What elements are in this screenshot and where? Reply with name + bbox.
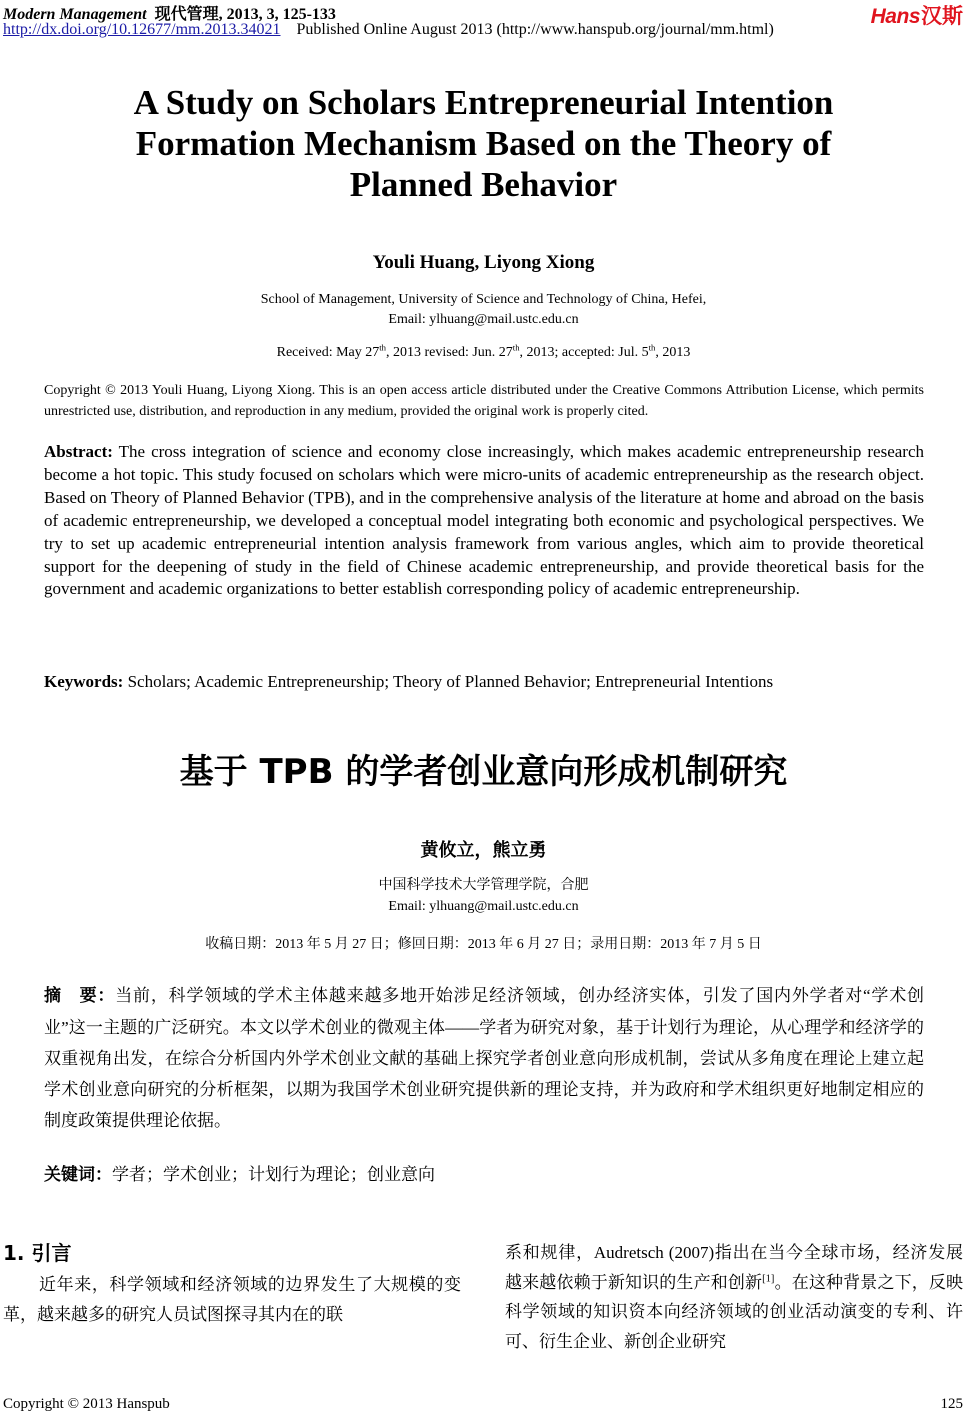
chinese-keywords-text: 学者；学术创业；计划行为理论；创业意向 <box>112 1165 435 1184</box>
keywords-text: Scholars; Academic Entrepreneurship; Theory of Planned Behavior; Entrepreneurial Intentions <box>127 672 774 691</box>
abstract-text: The cross integration of science and economy close increasingly, which makes academic entrepreneurship research become a hot topic. This study focused on scholars which were micro-units of academic entrepreneurship as the research object. Based on Theory of Planned Behavior (TPB), and in the comprehensive analysis of the literature at home and abroad on the basis of academic entrepreneurship, we developed a conceptual model integrating both economic and psychological perspectives. We try to set up academic entrepreneurial intention analysis framework from various angles, which aim to provide theoretical support for the deepening of study in the field of Chinese academic entrepreneurship, and provide theoretical basis for the government and academic organizations to better establish corresponding policy of academic entrepreneurship. <box>44 442 924 599</box>
journal-name: Modern Management <box>3 6 147 23</box>
affiliation-text: School of Management, University of Science and Technology of China, Hefei, <box>260 292 707 307</box>
ordinal-suffix: th <box>648 342 656 353</box>
logo-en: Hans <box>870 5 920 28</box>
citation-ref[interactable]: [1] <box>762 1272 775 1284</box>
section-heading: 1. 引言 <box>3 1241 72 1265</box>
chinese-affiliation <box>0 875 967 917</box>
chinese-abstract-label: 摘 要： <box>44 986 116 1006</box>
chinese-affiliation-text: 中国科学技术大学管理学院，合肥 <box>378 878 589 893</box>
chinese-title: 基于 TPB 的学者创业意向形成机制研究 <box>179 752 788 792</box>
body-text: 。在这种背景之下，反映科学领域的知识资本向经济领域的创业活动演变的专利、许可、衍生企业、新创企业研究 <box>505 1272 964 1351</box>
chinese-keywords <box>44 1160 924 1185</box>
body-text: 系和规律，Audretsch (2007)指出在当今全球市场，经济发展越来越依赖于新知识的生产和创新 <box>505 1243 963 1292</box>
title-line: A Study on Scholars Entrepreneurial Intention <box>133 83 834 122</box>
ordinal-suffix: th <box>379 342 387 353</box>
received-part: , 2013 revised: Jun. 27 <box>386 345 513 360</box>
email: Email: ylhuang@mail.ustc.edu.cn <box>388 312 579 327</box>
title-line: Formation Mechanism Based on the Theory of <box>135 124 832 163</box>
chinese-received-dates: 收稿日期：2013 年 5 月 27 日；修回日期：2013 年 6 月 27 日；录用日期：2013 年 7 月 5 日 <box>205 937 762 952</box>
page-number: 125 <box>940 1396 963 1412</box>
received-part: Received: May 27 <box>276 345 380 360</box>
received-part: , 2013; accepted: Jul. 5 <box>519 345 649 360</box>
journal-info: 现代管理, 2013, 3, 125-133 <box>154 6 336 23</box>
logo-cn: 汉斯 <box>921 5 963 28</box>
affiliation <box>0 290 967 330</box>
chinese-authors: 黄攸立，熊立勇 <box>420 840 547 861</box>
hans-logo <box>871 0 963 30</box>
copyright-notice: Copyright © 2013 Youli Huang, Liyong Xiong. This is an open access article distributed under the Creative Commons Attribution License, which permits unrestricted use, distribution, and reproduction in any medium, provided the original work is properly cited. <box>44 383 924 419</box>
keywords-label: Keywords: <box>44 672 124 691</box>
chinese-keywords-label: 关键词： <box>44 1165 112 1185</box>
chinese-email: Email: ylhuang@mail.ustc.edu.cn <box>388 899 579 914</box>
abstract <box>44 441 924 601</box>
authors: Youli Huang, Liyong Xiong <box>372 252 595 273</box>
abstract-label: Abstract: <box>44 442 113 461</box>
doi-line <box>3 21 774 39</box>
keywords <box>44 672 924 692</box>
chinese-abstract-text: 当前，科学领域的学术主体越来越多地开始涉足经济领域，创办经济实体，引发了国内外学者对“学术创业”这一主题的广泛研究。本文以学术创业的微观主体——学者为研究对象，基于计划行为理论，从心理学和经济学的双重视角出发，在综合分析国内外学术创业文献的基础上探究学者创业意向形成机制，尝试从多角度在理论上建立起学术创业意向研究的分析框架，以期为我国学术创业研究提供新的理论支持，并为政府和学术组织更好地制定相应的制度政策提供理论依据。 <box>44 986 925 1130</box>
footer-copyright: Copyright © 2013 Hanspub <box>3 1396 170 1412</box>
body-column-right <box>505 1238 963 1356</box>
chinese-abstract <box>44 980 924 1136</box>
received-part: , 2013 <box>655 345 691 360</box>
body-column-left: 近年来，科学领域和经济领域的边界发生了大规模的变革，越来越多的研究人员试图探寻其内在的联 <box>3 1275 461 1324</box>
paper-title <box>0 82 967 205</box>
published-info: Published Online August 2013 (http://www.hanspub.org/journal/mm.html) <box>296 21 774 38</box>
ordinal-suffix: th <box>512 342 520 353</box>
doi-link[interactable]: http://dx.doi.org/10.12677/mm.2013.34021 <box>3 21 281 38</box>
title-line: Planned Behavior <box>349 165 618 204</box>
received-dates <box>0 342 967 361</box>
